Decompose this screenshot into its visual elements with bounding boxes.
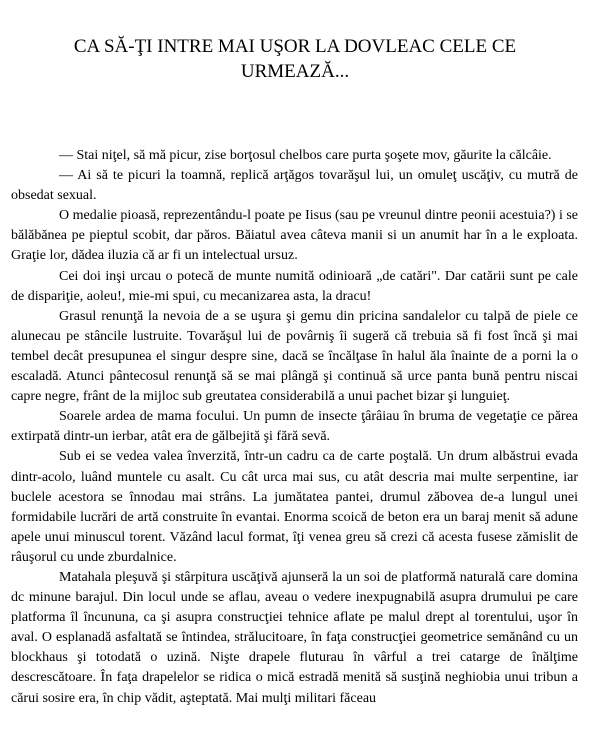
chapter-title: CA SĂ-ŢI INTRE MAI UŞOR LA DOVLEAC CELE CE URMEAZĂ... [73, 36, 517, 82]
paragraph: Soarele ardea de mama focului. Un pumn de insecte ţârâiau în bruma de vegetaţie ce părea extirpată dintr-un ierbar, atât era de gălbejită şi fără sevă. [11, 409, 578, 445]
body-text [11, 146, 578, 709]
paragraph: Grasul renunţă la nevoia de a se uşura şi gemu din pricina sandalelor cu talpă de piele ce alunecau pe stâncile lustruite. Tovarăşul lui de povârniş îi sugeră că trebuia să fi fost încă şi mai tembel decât presupunea el singur despre sine, dacă se încălţase în halul ăla înainte de a porni la o escaladă. Atunci pântecosul renunţă să se mai plângă şi continuă să urce panta bună pentru niscai capre negre, frânt de la mijloc sub greutatea considerabilă a unui pachet bizar şi lunguieţ. [11, 308, 578, 405]
paragraph: Matahala pleşuvă şi stârpitura uscăţivă ajunseră la un soi de platformă naturală care domina dc minune barajul. Din locul unde se aflau, aveau o vedere inexpugnabilă asupra drumului pe care platforma îl încununa, ca şi asupra construcţiei tehnice aflate pe malul drept al torentului, uşor în aval. O esplanadă asfaltată se întindea, strălucitoare, în faţa construcţiei geometrice semănând cu un blockhaus şi totodată o uzină. Nişte drapele fluturau în vârful a trei catarge de înălţime descrescătoare. În faţa drapelelor se ridica o mică estradă menită să susţină neghiobia unui tribun a cărui sosire era, în chip vădit, aşteptată. Mai mulţi militari făceau [11, 569, 578, 706]
paragraph: O medalie pioasă, reprezentându-l poate pe Iisus (sau pe vreunul dintre peonii acestuia?) i se bălăbănea pe pieptul scobit, dar păros. Băiatul avea câteva manii si un anumit har în a le exploata. Graţie lor, dădea iluzia că ar fi un intelectual ursuz. [11, 208, 578, 264]
paragraph: Cei doi inşi urcau o potecă de munte numită odinioară „de catări". Dar catării sunt pe cale de dispariţie, aoleu!, mie-mi spui, cu mecanizarea asta, la dracu! [11, 268, 578, 304]
paragraph: Sub ei se vedea valea înverzită, într-un cadru ca de carte poştală. Un drum albăstrui evada dintr-acolo, luând muntele cu asalt. Cu cât urca mai sus, cu atât descria mai multe serpentine, iar buclele acestora se înnodau mai strâns. La jumătatea pantei, drumul zăbovea de-a lungul unei formidabile lucrări de artă construite în evantai. Enorma scoică de beton era un baraj menit să adune apele unui minuscul torent. Văzând lacul format, îţi venea greu să crezi că acesta fusese zămislit de râuşorul cu unde zburdalnice. [11, 449, 578, 565]
paragraph: — Ai să te picuri la toamnă, replică arţăgos tovarăşul lui, un omuleţ uscăţiv, cu mutră de obsedat sexual. [11, 168, 578, 204]
paragraph: — Stai niţel, să mă picur, zise borţosul chelbos care purta şoşete mov, găurite la călcâie. [59, 148, 552, 163]
